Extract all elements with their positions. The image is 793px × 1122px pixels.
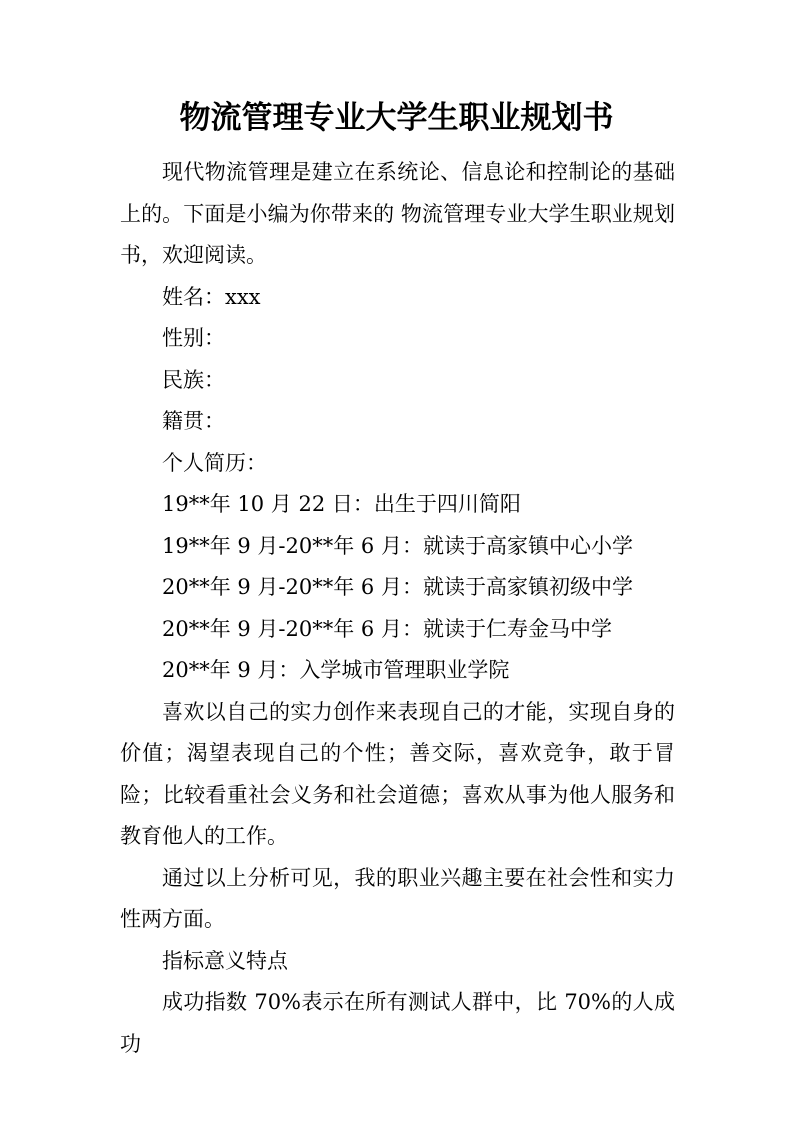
- analysis-paragraph: 通过以上分析可见，我的职业兴趣主要在社会性和实力性两方面。: [120, 865, 675, 931]
- ethnicity-field: 民族：: [162, 367, 225, 392]
- resume-item: 19**年 9 月-20**年 6 月：就读于高家镇中心小学: [162, 533, 633, 558]
- resume-item: 20**年 9 月：入学城市管理职业学院: [162, 658, 510, 682]
- intro-paragraph: 现代物流管理是建立在系统论、信息论和控制论的基础上的。下面是小编为你带来的 物流管理专业大学生职业规划书，欢迎阅读。: [120, 160, 675, 267]
- hometown-field: 籍贯：: [162, 409, 225, 433]
- indicator-heading: 指标意义特点: [162, 948, 288, 973]
- name-field: 姓名：xxx: [162, 284, 261, 309]
- interest-paragraph: 喜欢以自己的实力创作来表现自己的才能，实现自身的价值；渴望表现自己的个性；善交际，喜欢竞争，敢于冒险；比较看重社会义务和社会道德；喜欢从事为他人服务和教育他人的工作。: [120, 699, 675, 848]
- document-body: [120, 152, 675, 1065]
- document-title: 物流管理专业大学生职业规划书: [179, 100, 614, 136]
- resume-item: 20**年 9 月-20**年 6 月：就读于仁寿金马中学: [162, 616, 612, 641]
- resume-item: 19**年 10 月 22 日：出生于四川简阳: [162, 492, 521, 516]
- resume-item: 20**年 9 月-20**年 6 月：就读于高家镇初级中学: [162, 575, 633, 599]
- gender-field: 性别：: [162, 326, 225, 350]
- resume-heading: 个人简历：: [162, 450, 267, 475]
- indicator-paragraph: 成功指数 70%表示在所有测试人群中，比 70%的人成功: [120, 990, 675, 1056]
